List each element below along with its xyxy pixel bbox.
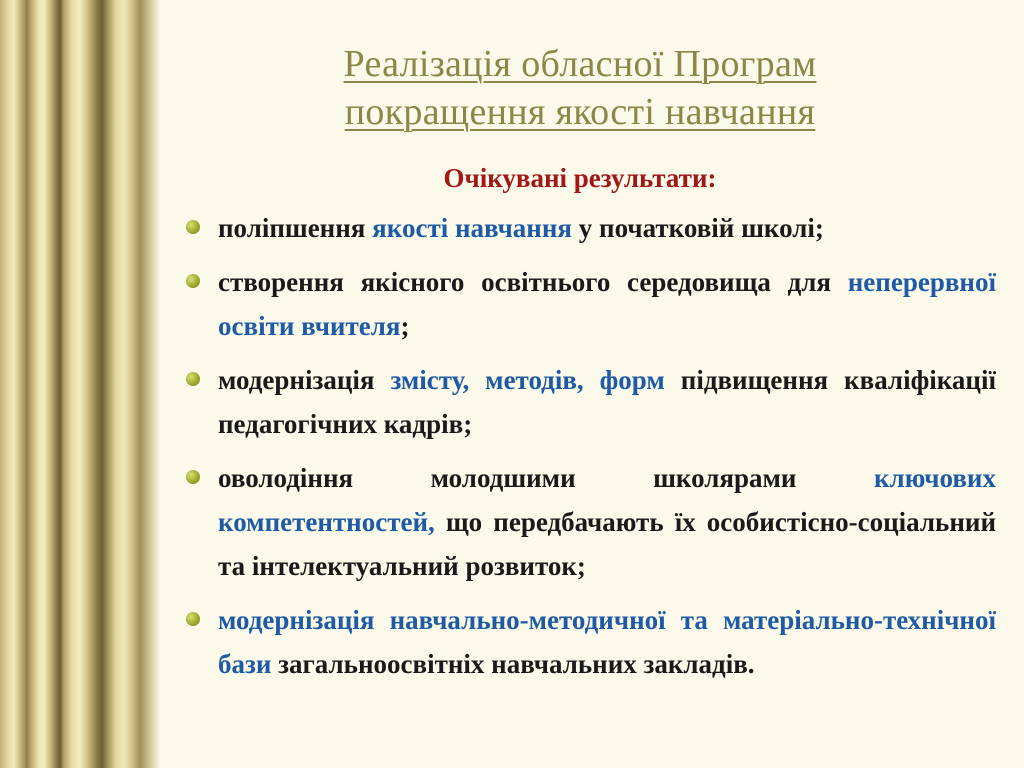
item-text: що передбачають їх особистісно-соціальний та інтелектуальний розвиток; — [218, 507, 996, 581]
item-text: підвищення кваліфікації педагогічних кадрів; — [218, 365, 996, 439]
item-text: модернізація — [218, 365, 391, 395]
item-highlight: модернізація навчально-методичної та матеріально-технічної бази — [218, 605, 996, 679]
item-highlight: якості навчання — [372, 213, 573, 243]
item-highlight: ключових компетентностей, — [218, 463, 996, 537]
list-item — [218, 260, 996, 348]
item-text: оволодіння молодшими школярами — [218, 463, 874, 493]
bullet-icon — [186, 612, 200, 626]
slide-title-line-1: Реалізація обласної Програм — [343, 43, 817, 85]
bullet-icon — [186, 220, 200, 234]
item-highlight: змісту, методів, форм — [390, 365, 665, 395]
slide-title — [180, 40, 980, 136]
slide-title-line-2: покращення якості навчання — [344, 91, 816, 133]
item-text: створення якісного освітнього середовища для — [218, 267, 848, 297]
item-highlight: неперервної освіти вчителя — [218, 267, 996, 341]
decorative-column-border — [0, 0, 160, 768]
bullet-icon — [186, 372, 200, 386]
list-item — [218, 456, 996, 588]
list-item — [218, 206, 996, 250]
item-text: у початковій школі; — [572, 213, 824, 243]
slide-subtitle: Очікувані результати: — [443, 163, 717, 193]
bullet-icon — [186, 274, 200, 288]
bullet-icon — [186, 470, 200, 484]
item-text: ; — [400, 311, 410, 341]
item-text: поліпшення — [218, 213, 373, 243]
list-item — [218, 598, 996, 686]
list-item — [218, 358, 996, 446]
results-list — [218, 206, 996, 696]
item-text: загальноосвітніх навчальних закладів. — [271, 649, 755, 679]
